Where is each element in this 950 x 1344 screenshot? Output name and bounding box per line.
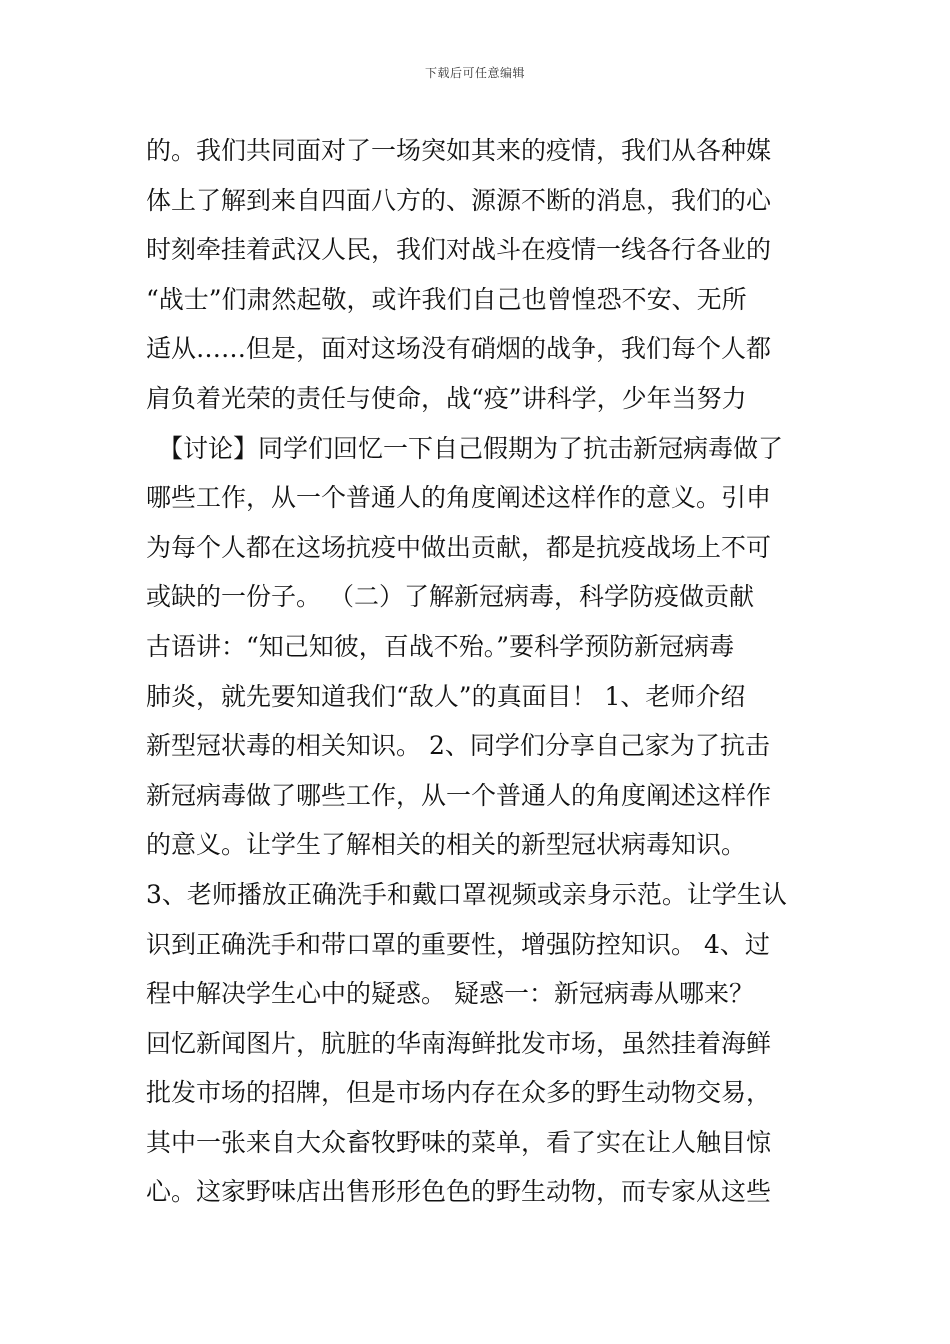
text-line: 的意义。让学生了解相关的相关的新型冠状病毒知识。 (146, 830, 747, 860)
text-line: 或缺的一份子。 （二）了解新冠病毒，科学防疫做贡献 (146, 582, 754, 612)
text-line: 肩负着光荣的责任与使命，战“疫”讲科学，少年当努力 (146, 383, 747, 413)
text-line: 古语讲：“知己知彼，百战不殆。”要科学预防新冠病毒 (146, 631, 735, 661)
text-line: 3、老师播放正确洗手和戴口罩视频或亲身示范。让学生认 (146, 879, 787, 909)
text-line: 体上了解到来自四面八方的、源源不断的消息，我们的心 (146, 185, 772, 215)
text-line: 时刻牵挂着武汉人民，我们对战斗在疫情一线各行各业的 (146, 235, 772, 265)
page-header: 下载后可任意编辑 (424, 66, 525, 80)
text-line: 新型冠状毒的相关知识。 2、同学们分享自己家为了抗击 (146, 731, 770, 761)
text-line: 的。我们共同面对了一场突如其来的疫情，我们从各种媒 (146, 136, 772, 165)
text-line: 心。这家野味店出售形形色色的野生动物，而专家从这些 (146, 1177, 772, 1207)
text-line: 批发市场的招牌，但是市场内存在众多的野生动物交易， (146, 1078, 772, 1108)
text-line: 哪些工作，从一个普通人的角度阐述这样作的意义。引申 (146, 483, 772, 513)
body-text (146, 126, 806, 1217)
text-line: “战士”们肃然起敬，或许我们自己也曾惶恐不安、无所 (146, 284, 747, 314)
text-line: 适从……但是，面对这场没有硝烟的战争，我们每个人都 (146, 334, 772, 364)
text-line: 【讨论】同学们回忆一下自己假期为了抗击新冠病毒做了 (158, 433, 784, 463)
text-line: 回忆新闻图片，肮脏的华南海鲜批发市场，虽然挂着海鲜 (146, 1028, 772, 1058)
text-line: 其中一张来自大众畜牧野味的菜单，看了实在让人触目惊 (146, 1127, 772, 1157)
text-line: 肺炎，就先要知道我们“敌人”的真面目！ 1、老师介绍 (146, 681, 746, 711)
text-line: 程中解决学生心中的疑惑。 疑惑一：新冠病毒从哪来？ (146, 979, 754, 1009)
text-line: 新冠病毒做了哪些工作，从一个普通人的角度阐述这样作 (146, 780, 772, 810)
text-line: 识到正确洗手和带口罩的重要性，增强防控知识。 4、过 (146, 929, 770, 959)
text-line: 为每个人都在这场抗疫中做出贡献，都是抗疫战场上不可 (146, 532, 772, 562)
